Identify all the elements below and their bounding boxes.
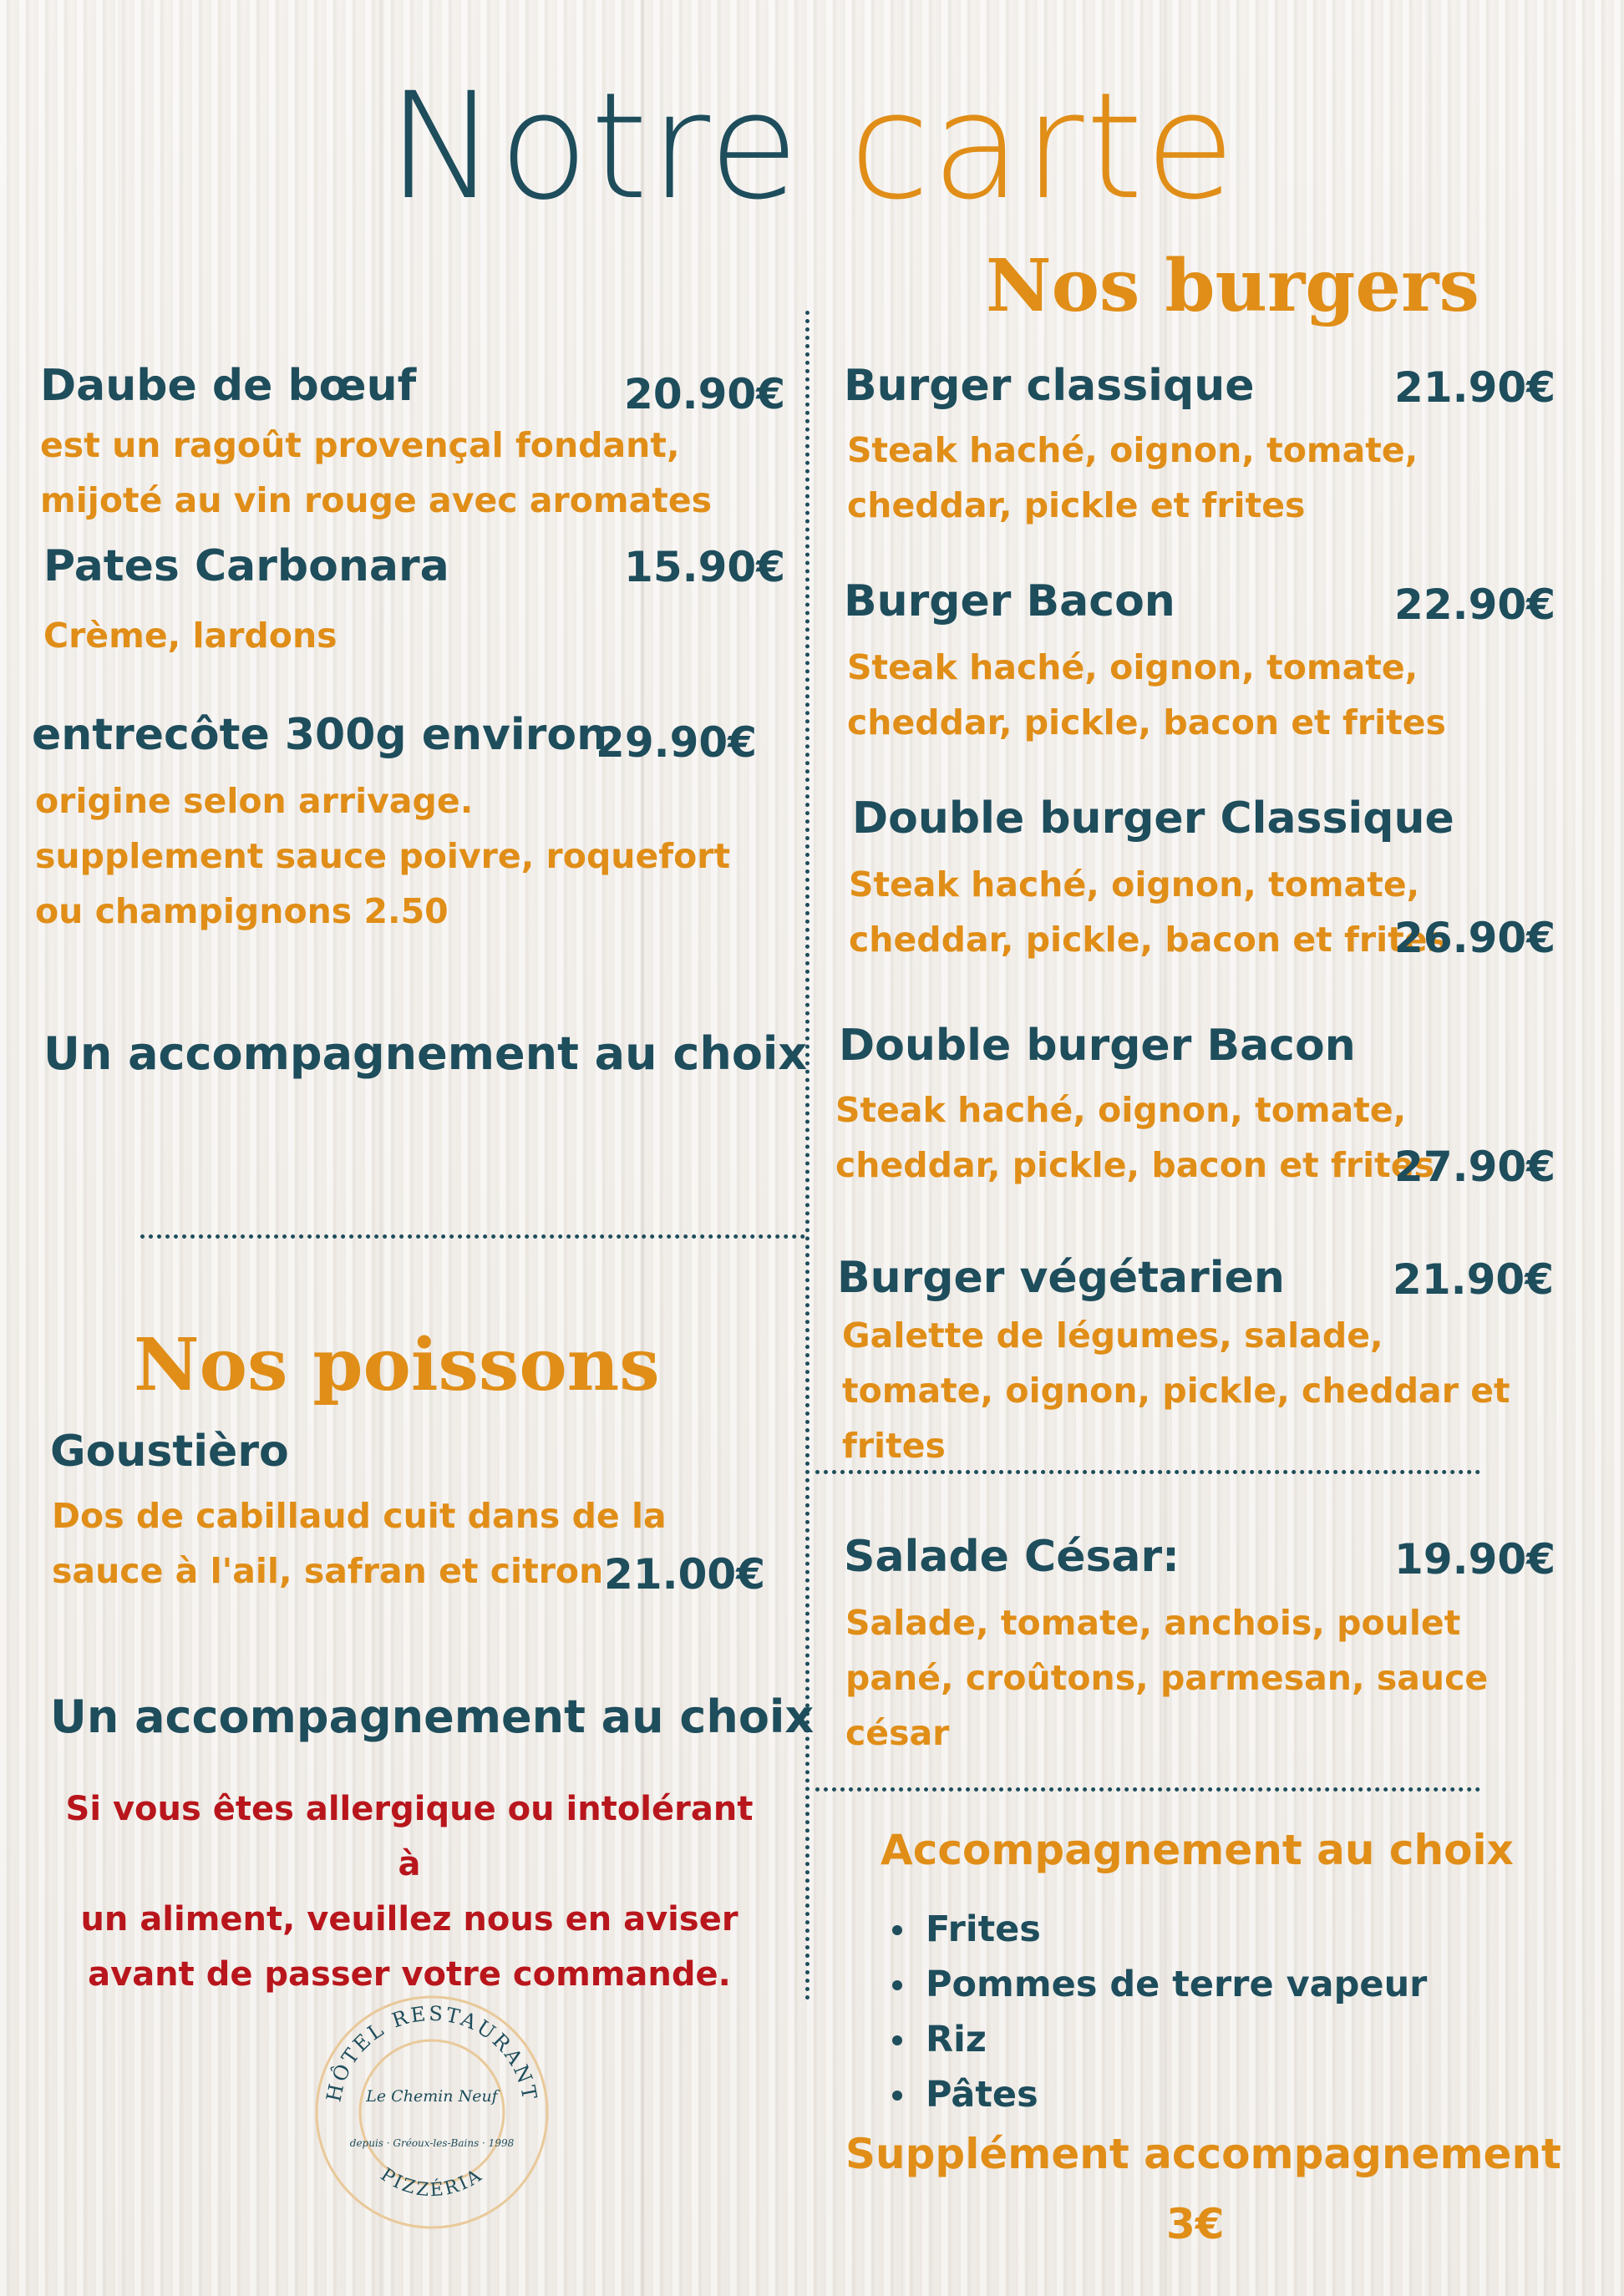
menu-item-price: 26.90€ [1394, 914, 1555, 962]
menu-item-name: entrecôte 300g environ [32, 710, 608, 760]
menu-item-price: 20.90€ [624, 370, 785, 418]
sides-list [886, 1902, 1427, 2122]
burgers-section-heading: Nos burgers [986, 244, 1479, 328]
allergy-line: un aliment, veuillez nous en aviser [80, 1900, 738, 1939]
menu-item-price: 22.90€ [1394, 580, 1555, 629]
supplement-price: 3€ [1166, 2200, 1225, 2248]
allergy-line: Si vous êtes allergique ou intolérant à [65, 1790, 754, 1883]
accompaniment-note: Un accompagnement au choix [50, 1690, 815, 1743]
logo-bottom-text: PIZZÉRIA [376, 2164, 488, 2202]
menu-item-name: Daube de bœuf [40, 361, 417, 411]
menu-item-price: 21.00€ [604, 1550, 765, 1599]
logo-top-text: HÔTEL RESTAURANT [322, 2001, 542, 2104]
menu-item-name: Pates Carbonara [43, 541, 449, 591]
menu-item-description: Steak haché, oignon, tomate, cheddar, pickle, bacon et frites [849, 864, 1448, 960]
menu-item-price: 15.90€ [624, 543, 785, 591]
menu-item-description: Steak haché, oignon, tomate, cheddar, pickle, bacon et frites [835, 1090, 1434, 1185]
page-title [0, 61, 1624, 232]
menu-item-price: 27.90€ [1394, 1143, 1555, 1191]
menu-item-description: est un ragoût provençal fondant, mijoté au vin rouge avec aromates [40, 425, 713, 520]
salad-bottom-divider [815, 1787, 1480, 1792]
list-item: Pâtes [886, 2067, 1427, 2122]
logo-center-text: Le Chemin Neuf [366, 2087, 498, 2106]
menu-item-price: 29.90€ [596, 718, 757, 767]
left-horizontal-divider [140, 1234, 805, 1239]
menu-item-description: Dos de cabillaud cuit dans de la sauce à l'ail, safran et citron [52, 1496, 667, 1591]
menu-item-description-line: ou champignons 2.50 [35, 891, 449, 931]
menu-item-description: Salade, tomate, anchois, poulet pané, croûtons, parmesan, sauce césar [845, 1603, 1489, 1753]
title-part-1: Notre [387, 61, 801, 232]
menu-item-name: Burger Bacon [844, 576, 1175, 626]
restaurant-logo [314, 1994, 550, 2230]
accompaniment-note: Un accompagnement au choix [43, 1027, 808, 1080]
menu-item-price: 21.90€ [1394, 363, 1555, 412]
allergy-notice [50, 1782, 769, 2002]
svg-text:PIZZÉRIA [377, 2164, 488, 2201]
menu-item-description: Steak haché, oignon, tomate, cheddar, pickle, bacon et frites [847, 647, 1446, 743]
menu-item-name: Double burger Classique [852, 793, 1454, 844]
logo-line-text: depuis · Gréoux-les-Bains · 1998 [349, 2137, 515, 2149]
menu-item-price: 21.90€ [1393, 1255, 1554, 1304]
menu-item-description: Crème, lardons [43, 616, 337, 656]
menu-item-description: Galette de légumes, salade, tomate, oignon, pickle, cheddar et frites [842, 1315, 1510, 1466]
vertical-divider [805, 311, 809, 2001]
list-item: Riz [886, 2012, 1427, 2067]
menu-item-name: Burger classique [844, 361, 1255, 411]
menu-item-name: Burger végétarien [837, 1253, 1285, 1303]
title-part-2: carte [849, 61, 1237, 232]
allergy-line: avant de passer votre commande. [88, 1955, 731, 1994]
list-item: Frites [886, 1902, 1427, 1957]
menu-item-description-line: origine selon arrivage. [35, 781, 474, 821]
menu-item-description-line: supplement sauce poivre, roquefort [35, 836, 731, 876]
menu-item-price: 19.90€ [1394, 1535, 1555, 1584]
menu-item-description: Steak haché, oignon, tomate, cheddar, pickle et frites [847, 430, 1418, 525]
menu-item-name: Goustièro [50, 1427, 289, 1477]
menu-item-name: Double burger Bacon [839, 1021, 1356, 1071]
sides-heading: Accompagnement au choix [881, 1826, 1514, 1874]
fish-section-heading: Nos poissons [134, 1323, 660, 1407]
supplement-label: Supplément accompagnement [845, 2130, 1561, 2178]
menu-item-name: Salade César: [844, 1532, 1180, 1582]
list-item: Pommes de terre vapeur [886, 1957, 1427, 2012]
